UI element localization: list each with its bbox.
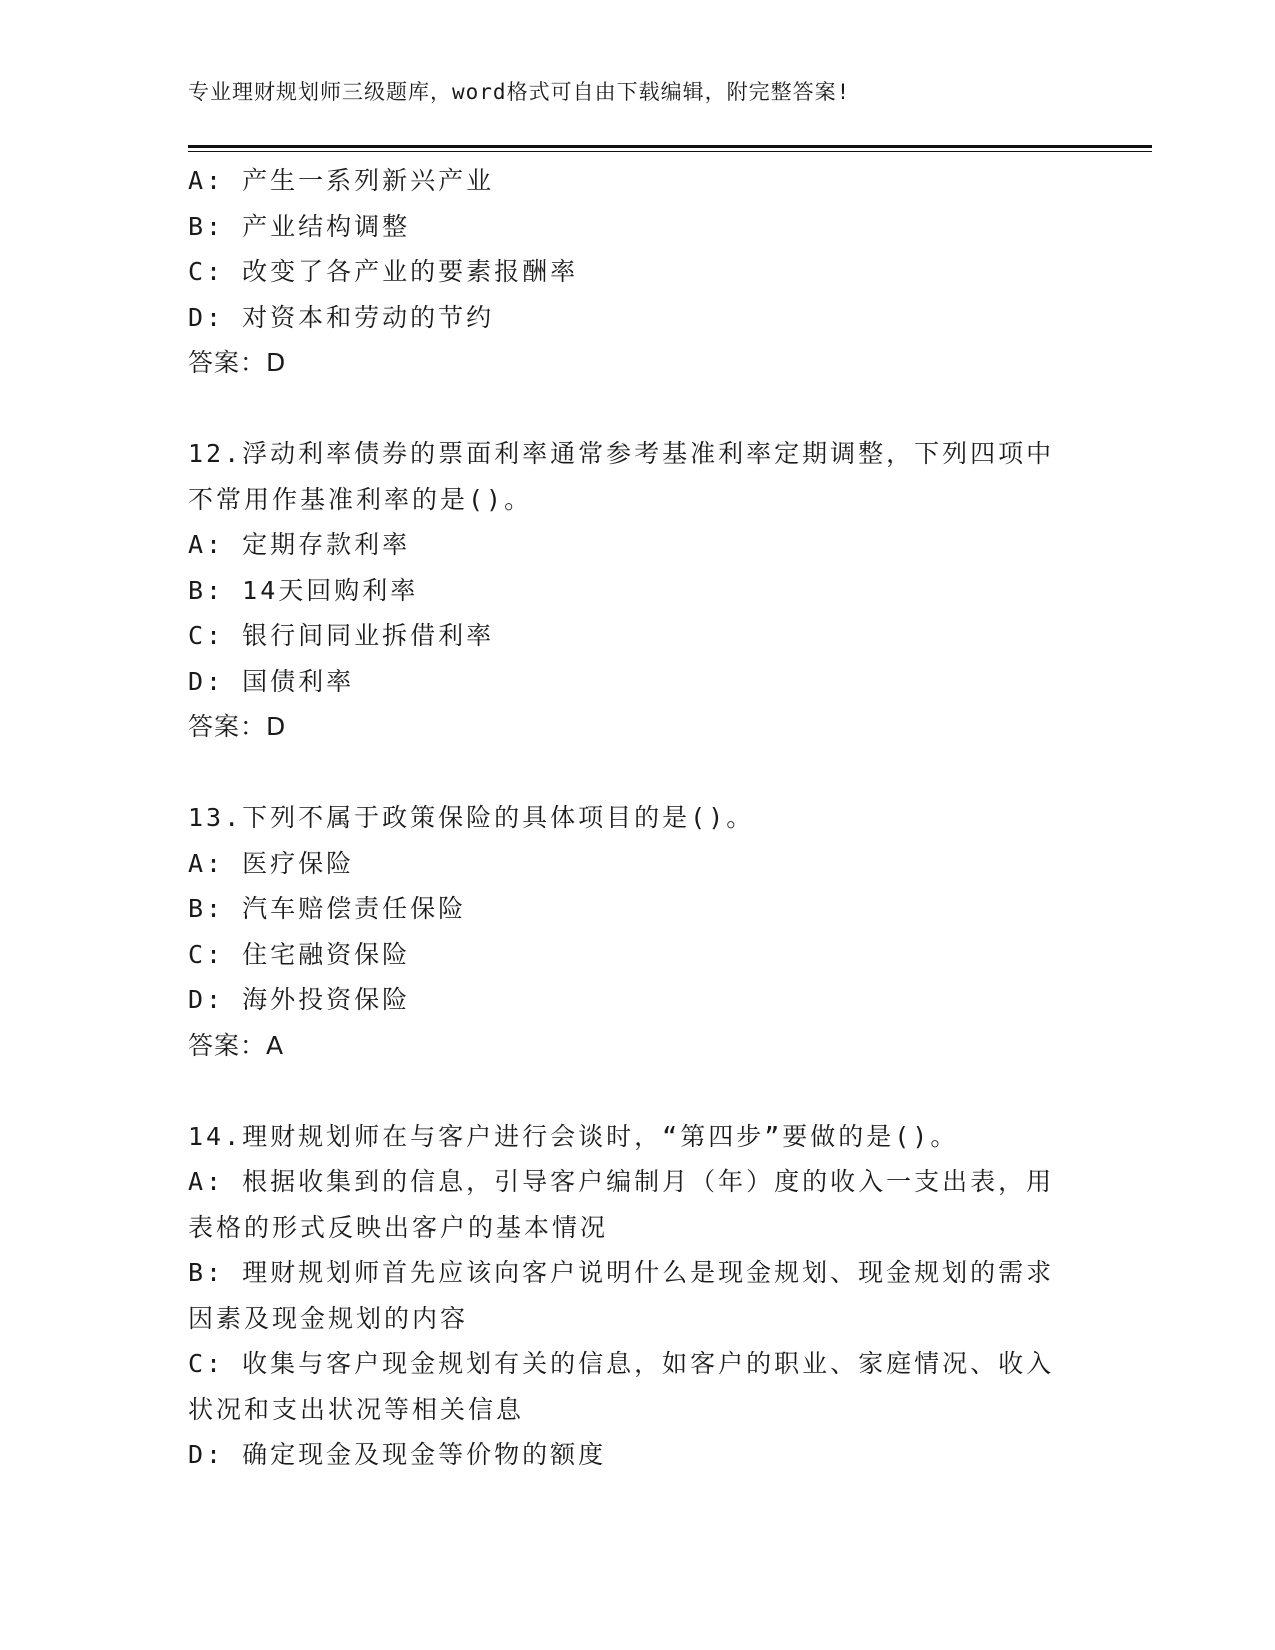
option-c-continued: 状况和支出状况等相关信息 xyxy=(188,1394,525,1424)
option-d: D: 国债利率 xyxy=(188,666,355,696)
option-b-continued: 因素及现金规划的内容 xyxy=(188,1303,469,1333)
option-d: D: 确定现金及现金等价物的额度 xyxy=(188,1440,607,1469)
option-a: A: 医疗保险 xyxy=(188,848,355,878)
question-14 xyxy=(188,1114,1088,1478)
option-c: C: 收集与客户现金规划有关的信息，如客户的职业、家庭情况、收入 xyxy=(188,1349,1055,1378)
option-c: C: 改变了各产业的要素报酬率 xyxy=(188,257,579,286)
option-a: A: 定期存款利率 xyxy=(188,530,411,559)
document-body xyxy=(188,158,1088,1478)
option-b: B: 14天回购利率 xyxy=(188,575,419,605)
question-stem: 不常用作基准利率的是()。 xyxy=(188,484,533,514)
option-c: C: 银行间同业拆借利率 xyxy=(188,621,495,650)
option-b: B: 汽车赔偿责任保险 xyxy=(188,894,467,923)
question-11 xyxy=(188,158,1088,386)
question-12 xyxy=(188,431,1088,750)
question-stem: 12.浮动利率债券的票面利率通常参考基准利率定期调整，下列四项中 xyxy=(188,439,1055,468)
question-13 xyxy=(188,795,1088,1068)
answer: 答案：D xyxy=(188,712,287,741)
option-b: B: 理财规划师首先应该向客户说明什么是现金规划、现金规划的需求 xyxy=(188,1258,1055,1287)
question-stem: 14.理财规划师在与客户进行会谈时，“第四步”要做的是()。 xyxy=(188,1121,959,1151)
option-c: C: 住宅融资保险 xyxy=(188,939,411,969)
answer: 答案：D xyxy=(188,348,287,377)
option-d: D: 海外投资保险 xyxy=(188,985,411,1014)
header-divider-thick xyxy=(188,145,1152,148)
question-stem: 13.下列不属于政策保险的具体项目的是()。 xyxy=(188,803,755,832)
option-b: B: 产业结构调整 xyxy=(188,211,411,241)
option-a-continued: 表格的形式反映出客户的基本情况 xyxy=(188,1212,609,1242)
page-header: 专业理财规划师三级题库，word格式可自由下载编辑，附完整答案! xyxy=(188,80,851,104)
answer: 答案：A xyxy=(188,1030,285,1060)
header-divider-thin xyxy=(188,151,1152,152)
option-d: D: 对资本和劳动的节约 xyxy=(188,302,495,332)
option-a: A: 根据收集到的信息，引导客户编制月（年）度的收入一支出表，用 xyxy=(188,1167,1055,1196)
option-a: A: 产生一系列新兴产业 xyxy=(188,166,495,195)
